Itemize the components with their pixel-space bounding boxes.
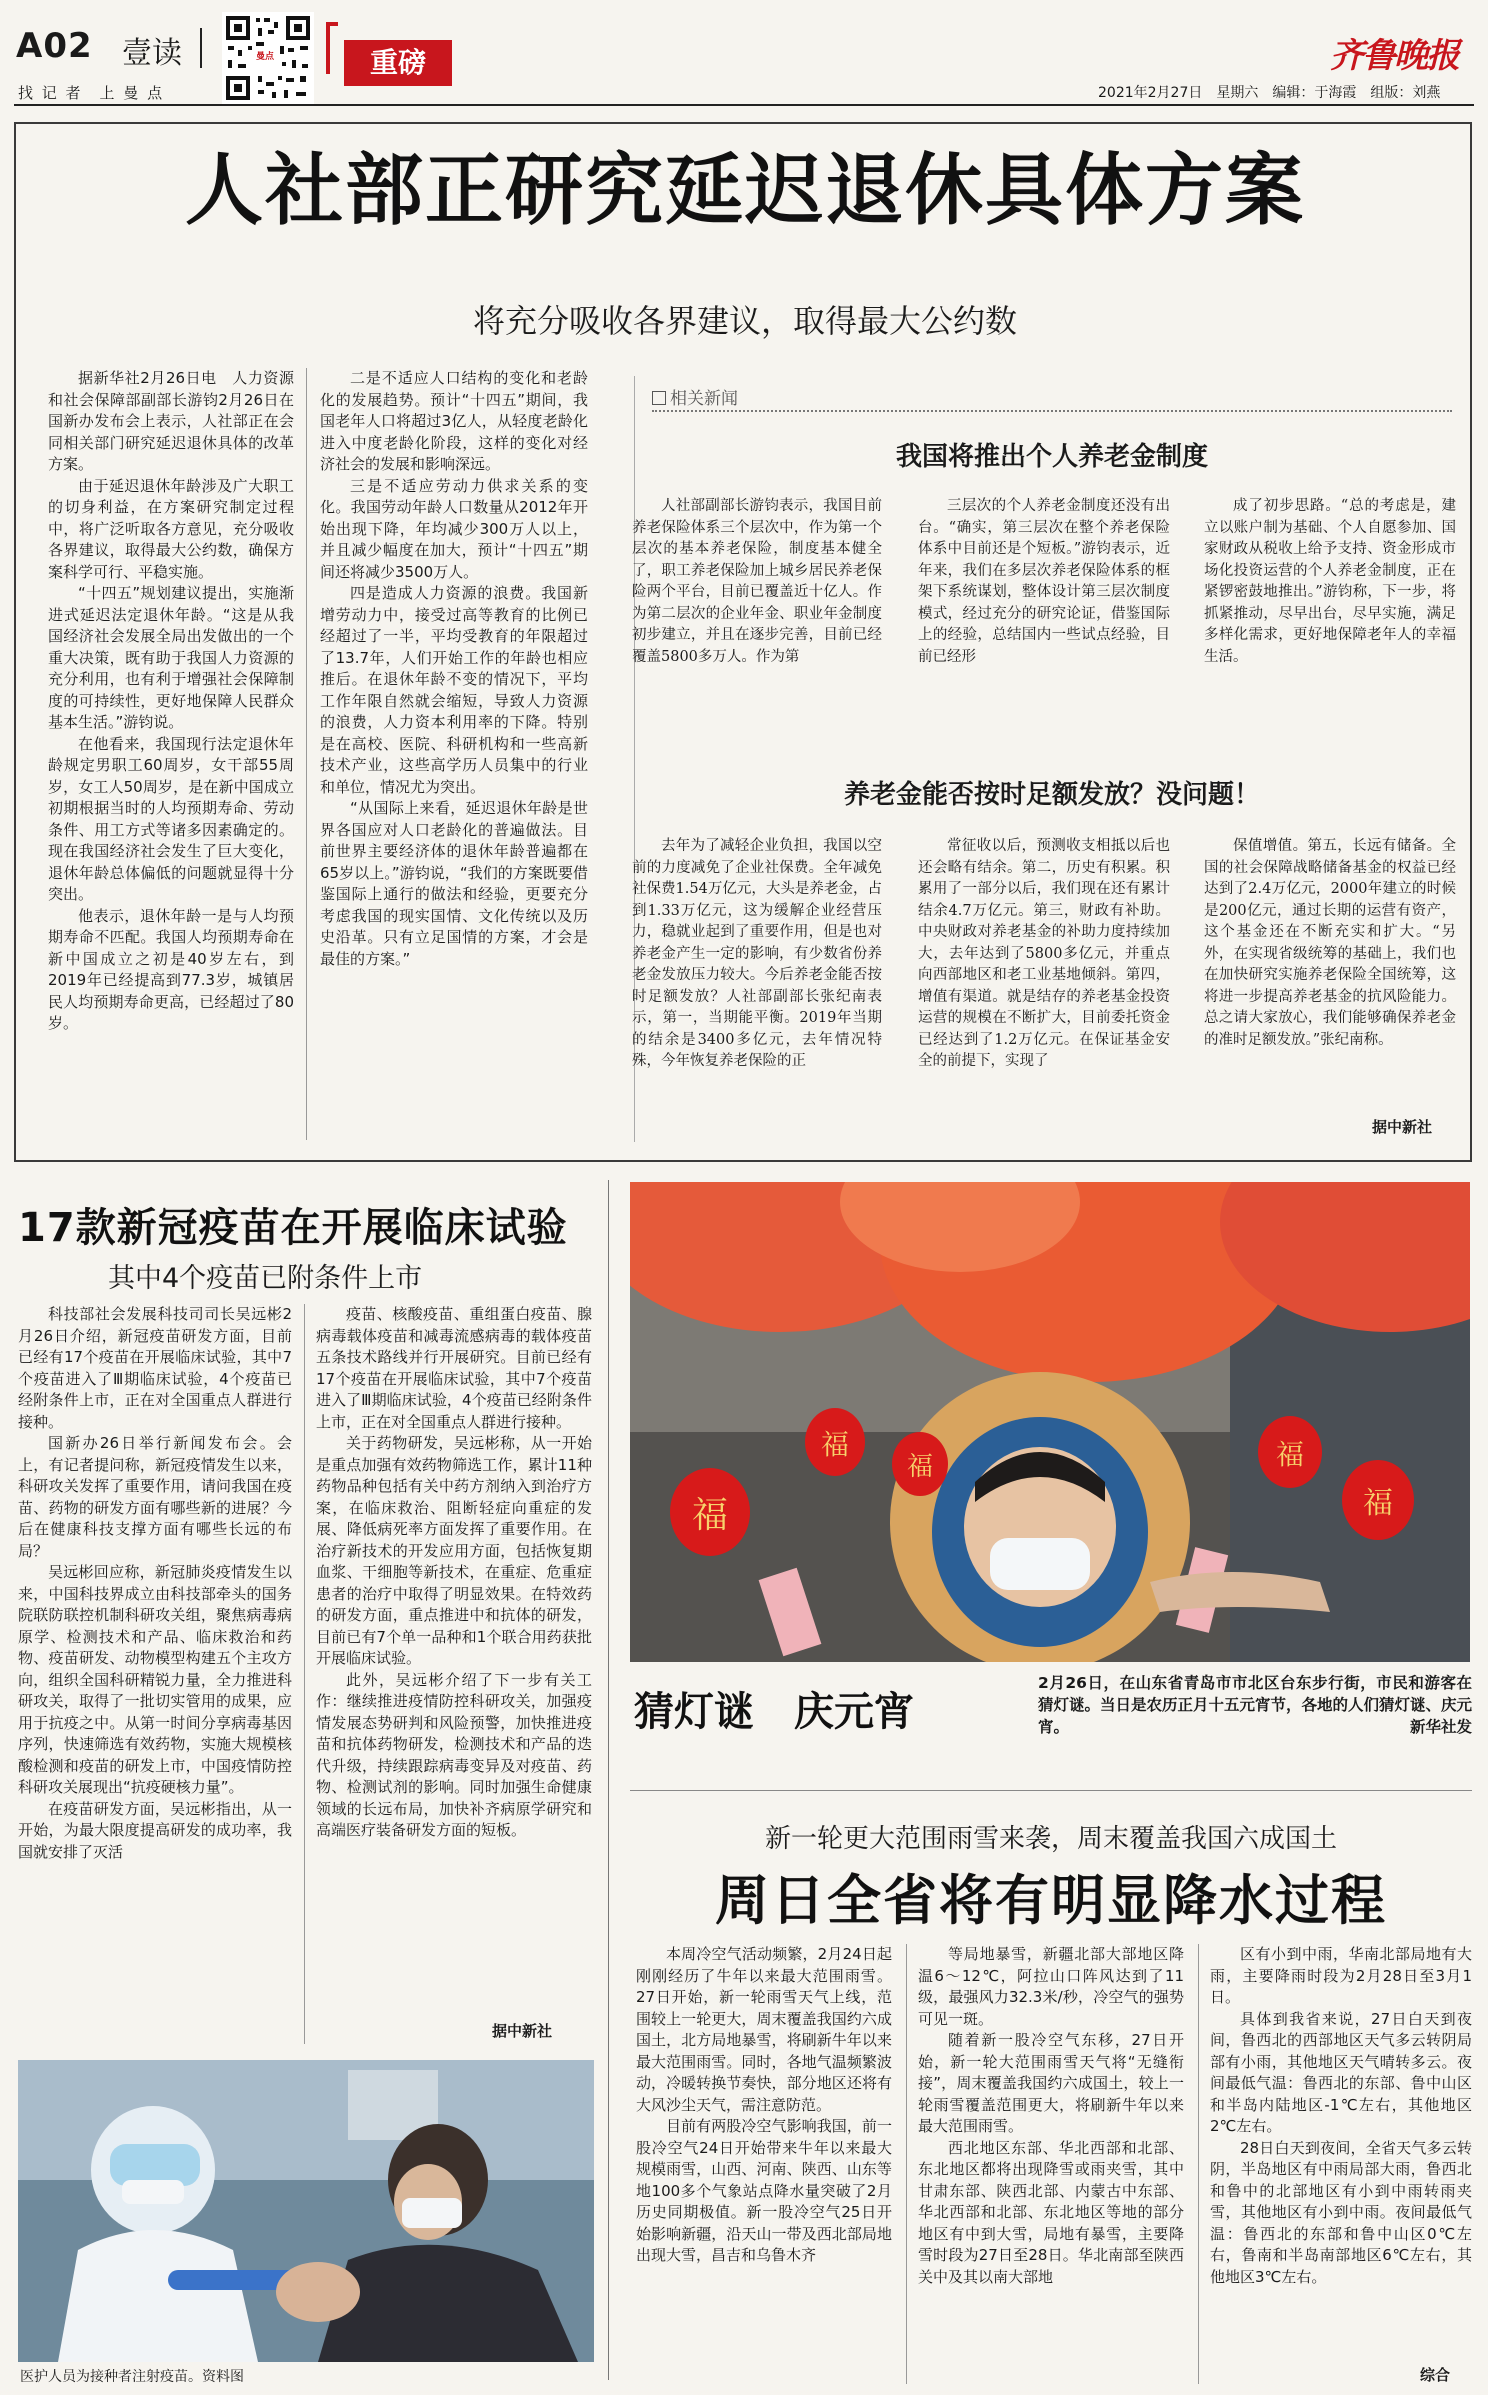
vaccine-headline: 17款新冠疫苗在开展临床试验 <box>18 1205 568 1251</box>
paragraph: 随着新一股冷空气东移，27日开始，新一轮大范围雨雪天气将“无缝衔接”，周末覆盖我国约六成国土，较上一轮雨雪覆盖范围更大，将刷新牛年以来最大范围雨雪。 <box>918 2031 1184 2135</box>
vaccine-column-2 <box>316 1304 592 2012</box>
paragraph: 疫苗、核酸疫苗、重组蛋白疫苗、腺病毒载体疫苗和减毒流感病毒的载体疫苗五条技术路线并行开展研究。目前已经有17个疫苗在开展临床试验，其中7个疫苗进入了Ⅲ期临床试验，4个疫苗已经附条件上市，正在对全国重点人群进行接种。 <box>316 1305 592 1431</box>
paragraph: 目前有两股冷空气影响我国，前一股冷空气24日开始带来牛年以来最大规模雨雪，山西、河南、陕西、山东等地100多个气象站点降水量突破了2月历史同期极值。新一股冷空气25日开始影响新疆，沿天山一带及西北部局地出现大雪，昌吉和乌鲁木齐 <box>636 2117 892 2264</box>
fu-char-2: 福 <box>820 1428 850 1461</box>
dotted-rule <box>652 410 1452 412</box>
tag-bracket <box>326 22 338 74</box>
paragraph: 三层次的个人养老金制度还没有出台。“确实，第三层次在整个养老保险体系中目前还是个短板。”游钧表示，近年来，我们在多层次养老保险体系的框架下系统谋划，整体设计第三层次制度模式，经过充分的研究论证，借鉴国际上的经验，总结国内一些试点经验，目前已经形 <box>918 498 1170 665</box>
dateline: 2021年2月27日 星期六 编辑：于海霞 组版：刘燕 <box>1098 85 1441 101</box>
fu-char-3: 福 <box>906 1452 934 1482</box>
paragraph: 吴远彬回应称，新冠肺炎疫情发生以来，中国科技界成立由科技部牵头的国务院联防联控机制科研攻关组，聚焦病毒病原学、检测技术和产品、临床救治和药物、疫苗研发、动物模型构建五个主攻方向，组织全国科研精锐力量，全力推进科研攻关，取得了一批切实管用的成果，应用于抗疫之中。从第一时间分享病毒基因序列，快速筛选有效药物，实施大规模核酸检测和疫苗的研发上市，中国疫情防控科研攻关展现出“抗疫硬核力量”。 <box>18 1563 292 1796</box>
paragraph: 人社部副部长游钧表示，我国目前养老保险体系三个层次中，作为第一个层次的基本养老保险，制度基本健全了，职工养老保险加上城乡居民养老保险两个平台，目前已覆盖近十亿人。作为第二层次的企业年金、职业年金制度初步建立，并且在逐步完善，目前已经覆盖5800多万人。作为第 <box>632 498 882 665</box>
column-divider <box>304 1304 305 2044</box>
payout-column-1 <box>632 836 882 1136</box>
paragraph: 四是造成人力资源的浪费。我国新增劳动力中，接受过高等教育的比例已经超过了一半，平均受教育的年限超过了13.7年，人们开始工作的年龄也相应推后。在退休年龄不变的情况下，平均工作年限自然就会缩短，导致人力资源的浪费，人力资本利用率的下降。特别是在高校、医院、科研机构和一些高新技术产业，这些高学历人员集中的行业和单位，情况尤为突出。 <box>320 584 588 796</box>
section-divider <box>608 1180 609 2380</box>
vaccine-column-1 <box>18 1304 292 2044</box>
weather-column-2 <box>918 1944 1184 2384</box>
paragraph: 二是不适应人口结构的变化和老龄化的发展趋势。预计“十四五”期间，我国老年人口将超过3亿人，从轻度老龄化进入中度老龄化阶段，这样的变化对经济社会的发展和影响深远。 <box>320 369 588 473</box>
lead-subtitle: 将充分吸收各界建议，取得最大公约数 <box>472 302 1017 340</box>
payout-heading: 养老金能否按时足额发放？没问题！ <box>843 780 1260 810</box>
page-number: A02 <box>16 26 93 66</box>
lead-column-1 <box>48 368 294 1140</box>
paragraph: 成了初步思路。“总的考虑是，建立以账户制为基础、个人自愿参加、国家财政从税收上给予支持、资金形成市场化投资运营的个人养老金制度，正在紧锣密鼓地推出。”游钧称，下一步，将抓紧推动，尽早出台，尽早实施，满足多样化需求，更好地保障老年人的幸福生活。 <box>1204 498 1456 665</box>
paragraph: 本周冷空气活动频繁，2月24日起刚刚经历了牛年以来最大范围雨雪。27日开始，新一轮雨雪天气上线，范围较上一轮更大，周末覆盖我国约六成国土，北方局地暴雪，将刷新牛年以来最大范围雨雪。同时，各地气温频繁波动，冷暖转换节奏快，部分地区还将有大风沙尘天气，需注意防范。 <box>636 1945 892 2114</box>
lead-column-2 <box>320 368 588 1140</box>
paragraph: 保值增值。第五，长远有储备。全国的社会保障战略储备基金的权益已经达到了2.4万亿元，2000年建立的时候是200亿元，通过长期的运营有资产，这个基金还在不断充实和扩大。“另外，在实现省级统筹的基础上，我们也在加快研究实施养老保险全国统筹，这将进一步提高养老基金的抗风险能力。总之请大家放心，我们能够确保养老金的准时足额发放。”张纪南称。 <box>1204 838 1456 1048</box>
weather-headline: 周日全省将有明显降水过程 <box>715 1868 1387 1932</box>
fu-char-5: 福 <box>1363 1486 1393 1521</box>
paper-logo: 齐鲁晚报 <box>1330 36 1458 76</box>
masthead-rule <box>14 104 1474 106</box>
vaccine-photo-caption: 医护人员为接种者注射疫苗。资料图 <box>20 2369 244 2385</box>
vaccine-credit: 据中新社 <box>492 2022 553 2040</box>
lead-credit: 据中新社 <box>1372 1118 1433 1136</box>
slogan: 找 记 者 上 曼 点 <box>18 84 165 102</box>
section-tag: 重磅 <box>344 40 452 86</box>
section-divider <box>200 28 202 68</box>
column-divider <box>306 368 307 1140</box>
weather-top-rule <box>630 1790 1472 1791</box>
column-divider <box>906 1944 907 2384</box>
weather-kicker: 新一轮更大范围雨雪来袭，周末覆盖我国六成国土 <box>764 1824 1337 1854</box>
paragraph: 此外，吴远彬介绍了下一步有关工作：继续推进疫情防控科研攻关，加强疫情发展态势研判和风险预警，加快推进疫苗和抗体药物研发，检测技术和产品的迭代升级，持续跟踪病毒变异及对疫苗、药物、检测试剂的影响。同时加强生命健康领域的长远布局，加快补齐病原学研究和高端医疗装备研发方面的短板。 <box>316 1670 592 1839</box>
fu-char-4: 福 <box>1275 1438 1305 1471</box>
fu-char-1: 福 <box>691 1495 729 1536</box>
payout-column-3 <box>1204 836 1456 1116</box>
paragraph: 由于延迟退休年龄涉及广大职工的切身利益，在方案研究制定过程中，将广泛听取各方意见，充分吸收各界建议，取得最大公约数，确保方案科学可行、平稳实施。 <box>48 476 294 581</box>
lantern-headline: 猜灯谜 庆元宵 <box>634 1688 914 1735</box>
lead-headline: 人社部正研究延迟退休具体方案 <box>184 145 1305 236</box>
paragraph: 区有小到中雨，华南北部局地有大雨，主要降雨时段为2月28日至3月1日。 <box>1210 1945 1472 2006</box>
column-divider <box>1198 1944 1199 2384</box>
paragraph: 科技部社会发展科技司司长吴远彬2月26日介绍，新冠疫苗研发方面，目前已经有17个疫苗在开展临床试验，其中7个疫苗进入了Ⅲ期临床试验，4个疫苗已经附条件上市，正在对全国重点人群进行接种。 <box>18 1305 292 1431</box>
paragraph: 三是不适应劳动力供求关系的变化。我国劳动年龄人口数量从2012年开始出现下降，年均减少300万人以上，并且减少幅度在加大，预计“十四五”期间还将减少3500万人。 <box>320 476 588 581</box>
paragraph: 他表示，退休年龄一是与人均预期寿命不匹配。我国人均预期寿命在新中国成立之初是40岁左右，到2019年已经提高到77.3岁，城镇居民人均预期寿命更高，已经超过了80岁。 <box>48 906 294 1032</box>
paragraph: 西北地区东部、华北西部和北部、东北地区都将出现降雪或雨夹雪，其中甘肃东部、陕西北部、内蒙古中东部、华北西部和北部、东北地区等地的部分地区有中到大雪，局地有暴雪，主要降雪时段为27日至28日。华北南部至陕西关中及其以南大部地 <box>918 2138 1184 2286</box>
paragraph: 据新华社2月26日电 人力资源和社会保障部副部长游钧2月26日在国新办发布会上表示，人社部正在会同相关部门研究延迟退休具体的改革方案。 <box>48 369 294 473</box>
section-name: 壹读 <box>122 36 182 71</box>
pension-heading: 我国将推出个人养老金制度 <box>895 442 1208 472</box>
pension-column-3 <box>1204 496 1456 762</box>
vaccination-photo <box>18 2060 594 2362</box>
weather-credit: 综合 <box>1420 2366 1451 2384</box>
paragraph: 在疫苗研发方面，吴远彬指出，从一开始，为最大限度提高研发的成功率，我国就安排了灭活 <box>18 1799 292 1861</box>
masthead <box>0 0 1488 110</box>
qr-label: 曼点 <box>256 52 275 62</box>
paragraph: “十四五”规划建议提出，实施渐进式延迟法定退休年龄。“这是从我国经济社会发展全局出发做出的一个重大决策，既有助于我国人力资源的充分利用，也有利于增强社会保障制度的可持续性，更好地保障人民群众基本生活。”游钧说。 <box>48 584 294 731</box>
lantern-festival-photo <box>630 1182 1470 1662</box>
paragraph: 关于药物研发，吴远彬称，从一开始是重点加强有效药物筛选工作，累计11种药物品种包括有关中药方剂纳入到治疗方案，在临床救治、阻断轻症向重症的发展、降低病死率方面发挥了重要作用。在治疗新技术的开发应用方面，包括恢复期血浆、干细胞等新技术，在重症、危重症患者的治疗中取得了明显效果。在特效药的研发方面，重点推进中和抗体的研发，目前已有7个单一品种和1个联合用药获批开展临床试验。 <box>316 1434 592 1667</box>
vaccine-subtitle: 其中4个疫苗已附条件上市 <box>108 1263 423 1294</box>
paragraph: “从国际上来看，延迟退休年龄是世界各国应对人口老龄化的普遍做法。目前世界主要经济体的退休年龄普遍都在65岁以上。”游钧说，“我们的方案既要借鉴国际上通行的做法和经验，更要充分考虑我国的现实国情、文化传统以及历史沿革。只有立足国情的方案，才会是最佳的方案。” <box>320 799 588 968</box>
paragraph: 具体到我省来说，27日白天到夜间，鲁西北的西部地区天气多云转阴局部有小雨，其他地区天气晴转多云。夜间最低气温：鲁西北的东部、鲁中山区和半岛内陆地区-1℃左右，其他地区2℃左右。 <box>1210 2009 1472 2135</box>
lantern-caption <box>1038 1672 1472 1738</box>
payout-column-2 <box>918 836 1170 1136</box>
square-icon <box>652 391 666 405</box>
caption-text: 2月26日，在山东省青岛市市北区台东步行街，市民和游客在猜灯谜。当日是农历正月十五元宵节，各地的人们猜灯谜、庆元宵。 <box>1038 1674 1473 1736</box>
paragraph: 在他看来，我国现行法定退休年龄规定男职工60周岁，女干部55周岁，女工人50周岁，是在新中国成立初期根据当时的人均预期寿命、劳动条件、用工方式等诸多因素确定的。现在我国经济社会发生了巨大变化，退休年龄总体偏低的问题就显得十分突出。 <box>48 734 294 903</box>
related-news-label: 相关新闻 <box>652 384 738 409</box>
paragraph: 等局地暴雪，新疆北部大部地区降温6～12℃，阿拉山口阵风达到了11级，最强风力32.3米/秒，冷空气的强势可见一斑。 <box>918 1945 1184 2028</box>
paragraph: 28日白天到夜间，全省天气多云转阴，半岛地区有中雨局部大雨，鲁西北和鲁中的北部地区有小到中雨转雨夹雪，其他地区有小到中雨。夜间最低气温：鲁西北的东部和鲁中山区0℃左右，鲁南和半岛南部地区6℃左右，其他地区3℃左右。 <box>1210 2138 1472 2286</box>
pension-column-1 <box>632 496 882 762</box>
paragraph: 去年为了减轻企业负担，我国以空前的力度减免了企业社保费。全年减免社保费1.54万亿元，大头是养老金，占到1.33万亿元，这为缓解企业经营压力，稳就业起到了重要作用，但是也对养老金产生一定的影响，有少数省份养老金发放压力较大。今后养老金能否按时足额发放？人社部副部长张纪南表示，第一，当期能平衡。2019年当期的结余是3400多亿元，去年情况特殊，今年恢复养老保险的正 <box>632 838 882 1069</box>
weather-column-3 <box>1210 1944 1472 2364</box>
paragraph: 国新办26日举行新闻发布会。会上，有记者提问称，新冠疫情发生以来，科研攻关发挥了重要作用，请问我国在疫苗、药物的研发方面有哪些新的进展？今后在健康科技支撑方面有哪些长远的布局？ <box>18 1434 292 1560</box>
weather-column-1 <box>636 1944 892 2384</box>
caption-credit: 新华社发 <box>1409 1718 1472 1736</box>
paragraph: 常征收以后，预测收支相抵以后也还会略有结余。第二，历史有积累。积累用了一部分以后，我们现在还有累计结余4.7万亿元。第三，财政有补助。中央财政对养老基金的补助力度持续加大，去年达到了5800多亿元，并重点向西部地区和老工业基地倾斜。第四，增值有渠道。就是结存的养老基金投资运营的规模在不断扩大，目前委托资金已经达到了1.2万亿元。在保证基金安全的前提下，实现了 <box>918 838 1170 1069</box>
pension-column-2 <box>918 496 1170 762</box>
